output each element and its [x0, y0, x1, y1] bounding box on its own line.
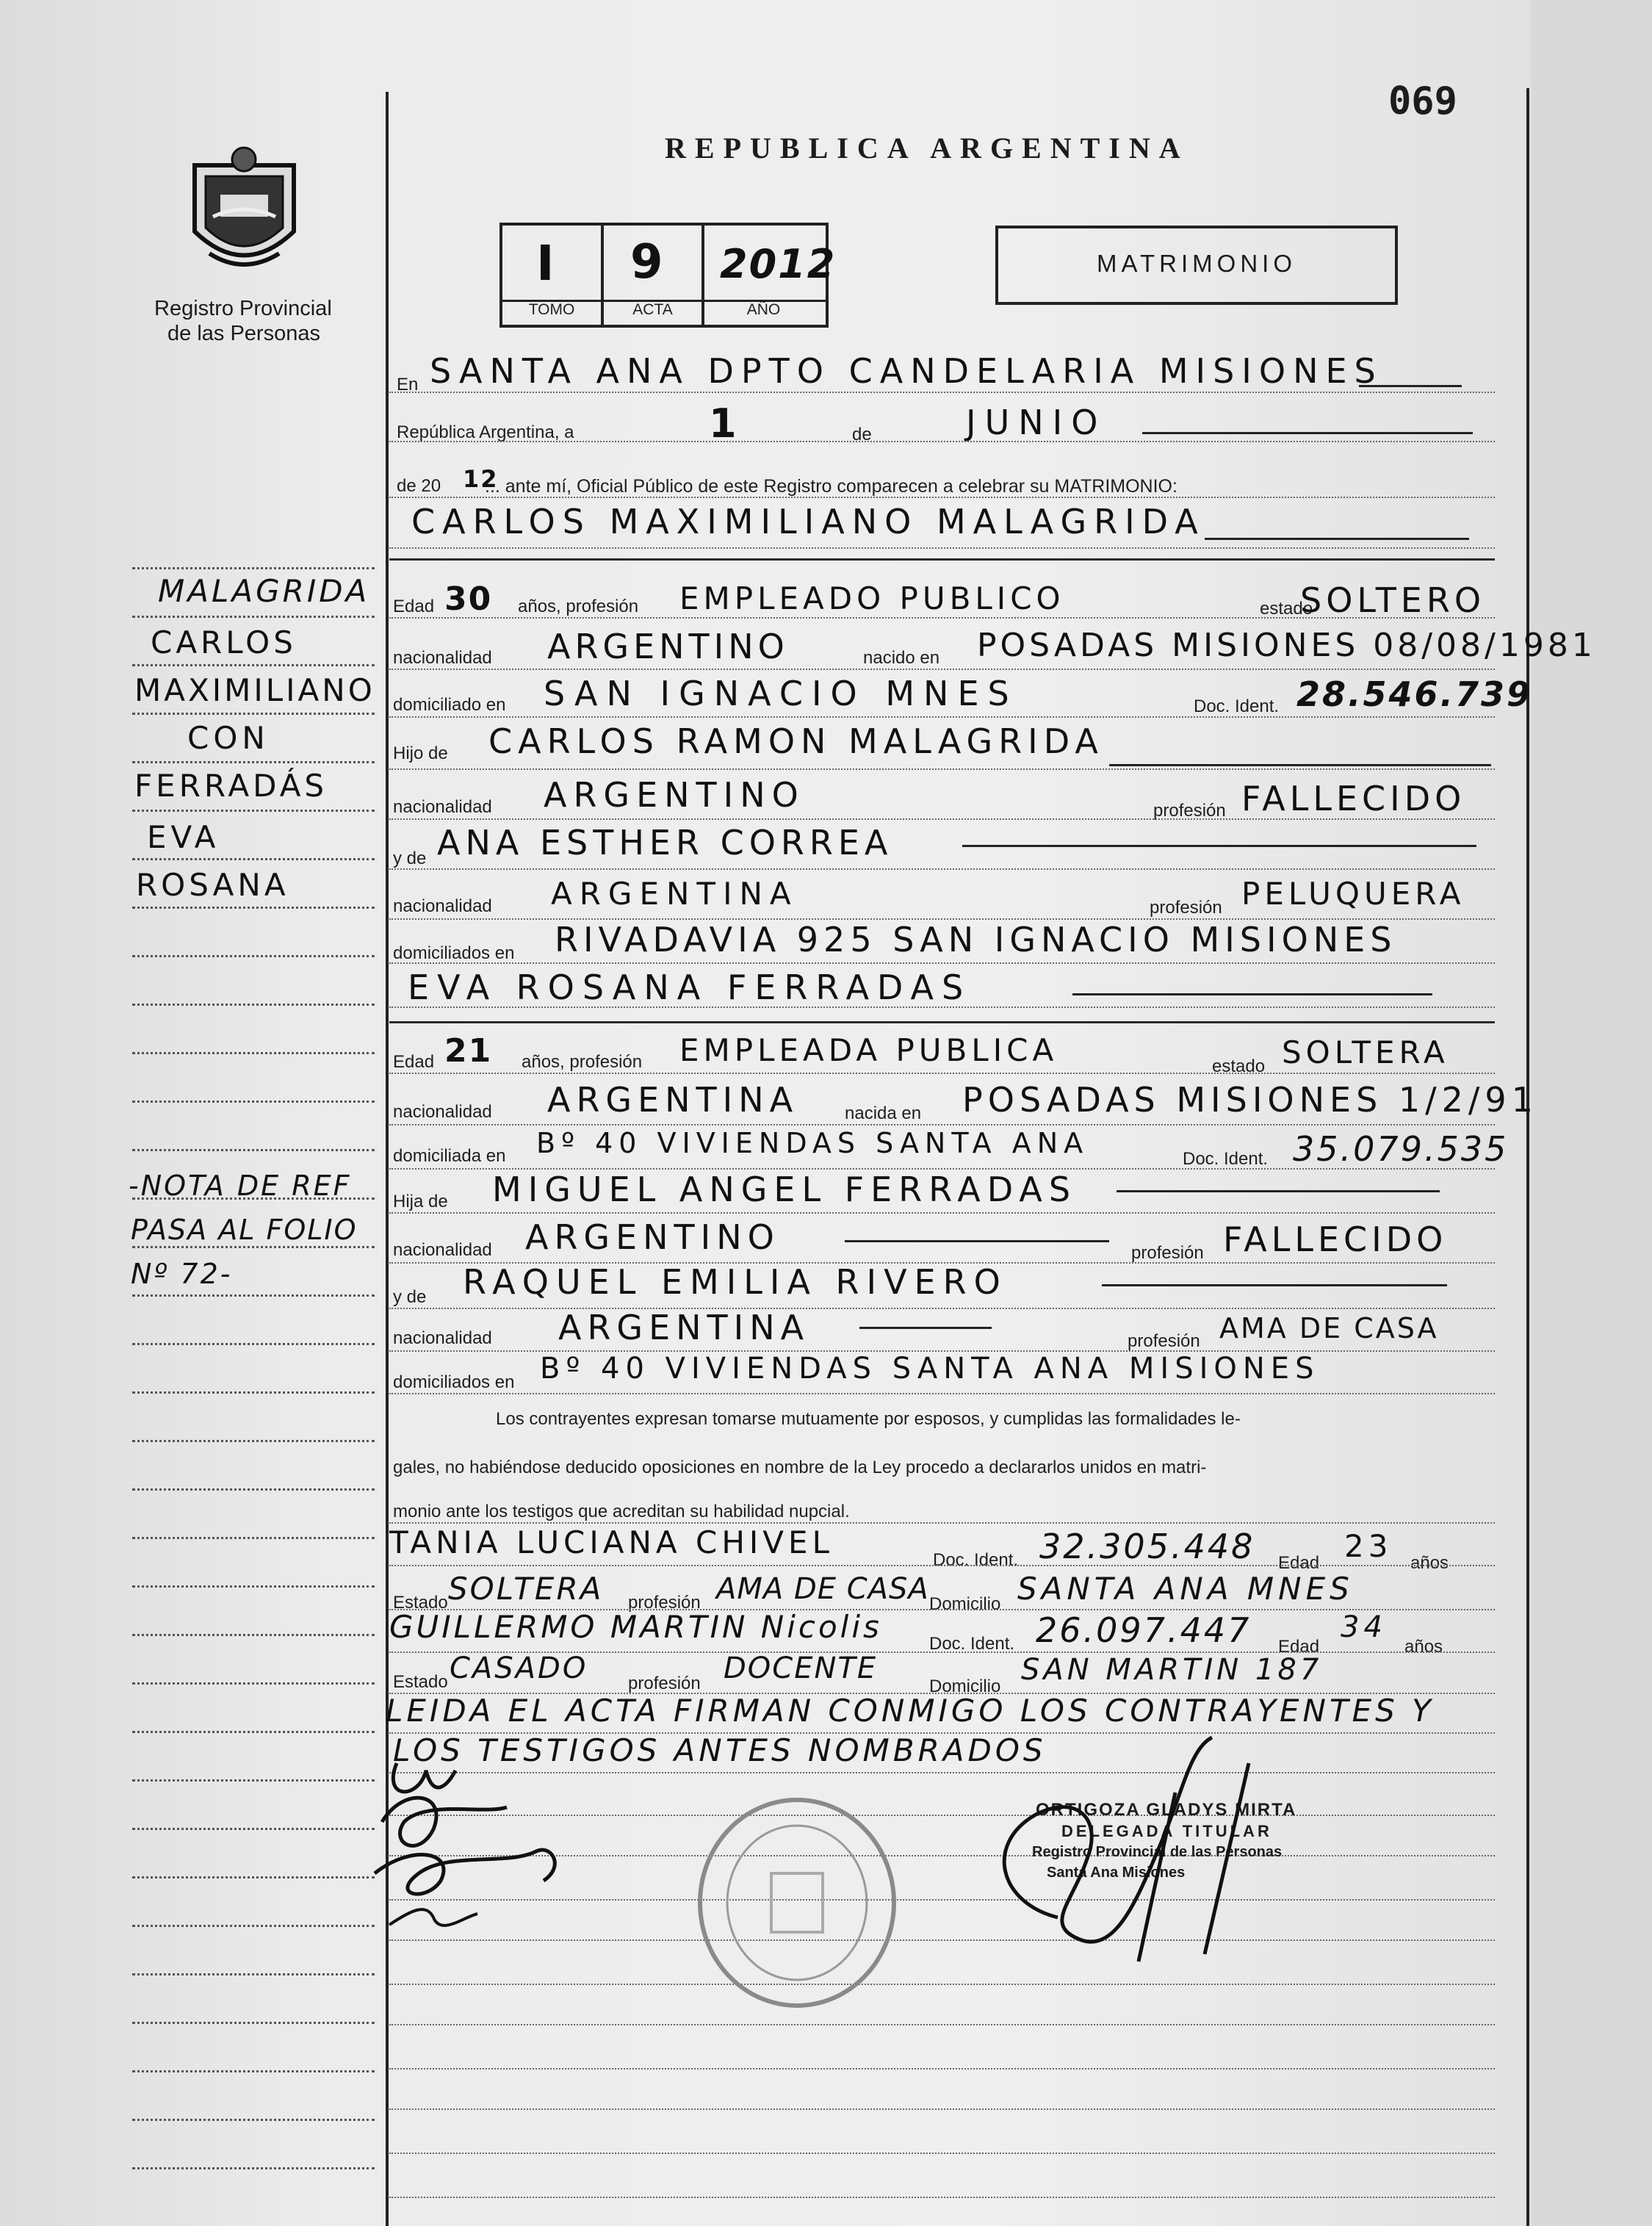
stamp-line1: ORTIGOZA GLADYS MIRTA — [1036, 1800, 1297, 1820]
witness1-doc-label: Doc. Ident. — [933, 1550, 1019, 1570]
margin-rule — [132, 1004, 375, 1006]
bride-estado-label: estado — [1212, 1056, 1266, 1076]
groom-father-prof-label: profesión — [1153, 801, 1226, 821]
groom-full-name: CARLOS MAXIMILIANO MALAGRIDA — [411, 502, 1205, 541]
margin-rule — [132, 907, 375, 909]
bride-mother-nat-arrow — [859, 1327, 992, 1329]
margin-rule — [132, 2022, 375, 2024]
bride-profesion-label: años, profesión — [522, 1052, 643, 1072]
margin-rule — [132, 1343, 375, 1345]
groom-doc-id: 28.546.739 — [1296, 674, 1533, 714]
form-line — [389, 617, 1495, 619]
form-line — [389, 1006, 1495, 1008]
groom-name-filler — [1205, 538, 1469, 540]
bride-profession: EMPLEADA PUBLICA — [679, 1032, 1058, 1068]
groom-birthplace: POSADAS MISIONES 08/08/1981 — [977, 627, 1596, 664]
margin-rule — [132, 1488, 375, 1491]
form-line — [389, 2024, 1495, 2025]
groom-father-nat-label: nacionalidad — [393, 797, 492, 817]
margin-rule — [132, 858, 375, 860]
form-line — [389, 1212, 1495, 1214]
bride-doc-label: Doc. Ident. — [1183, 1149, 1269, 1169]
groom-edad-label: Edad — [393, 597, 435, 616]
bride-parents-address: Bº 40 VIVIENDAS SANTA ANA MISIONES — [540, 1352, 1320, 1386]
form-line — [389, 2153, 1495, 2154]
groom-hijo-label: Hijo de — [393, 743, 448, 763]
groom-father-prof: FALLECIDO — [1241, 779, 1466, 818]
bride-mother-prof-label: profesión — [1128, 1331, 1200, 1351]
folio-number: 069 — [1388, 79, 1457, 123]
witness1-doc-id: 32.305.448 — [1039, 1527, 1255, 1566]
form-line — [389, 2068, 1495, 2070]
bride-father-filler — [1117, 1190, 1440, 1192]
stamp-line3: Registro Provincial de las Personas — [1032, 1844, 1283, 1860]
groom-profession: EMPLEADO PUBLICO — [679, 580, 1065, 616]
official-signature — [970, 1734, 1278, 1976]
seal-emblem-icon — [180, 143, 309, 275]
margin-rule — [132, 1973, 375, 1975]
form-line — [389, 392, 1495, 393]
groom-mother-prof: PELUQUERA — [1241, 876, 1465, 912]
form-line — [389, 497, 1495, 498]
margin-name-2: CARLOS — [151, 624, 297, 660]
stamp-line4: Santa Ana Misiones — [1047, 1865, 1186, 1881]
statement-text: ... ante mí, Oficial Público de este Registro comparecen a celebrar su MATRIMONIO: — [485, 476, 1177, 497]
witness2-dom-label: Domicilio — [929, 1676, 1001, 1696]
groom-parents-address: RIVADAVIA 925 SAN IGNACIO MISIONES — [555, 920, 1397, 959]
witness2-anos-label: años — [1404, 1637, 1443, 1657]
registry-name-line1: Registro Provincial — [154, 297, 332, 320]
en-label: En — [397, 375, 419, 395]
form-line — [389, 818, 1495, 820]
groom-doc-label: Doc. Ident. — [1194, 696, 1280, 716]
witness2-edad-label: Edad — [1278, 1637, 1320, 1657]
margin-rule — [132, 2070, 375, 2072]
bride-parents-dom-label: domiciliados en — [393, 1372, 515, 1392]
bride-birthplace: POSADAS MISIONES 1/2/91 — [962, 1080, 1538, 1120]
witness2-address: SAN MARTIN 187 — [1021, 1653, 1323, 1687]
bride-father: MIGUEL ANGEL FERRADAS — [492, 1170, 1078, 1209]
margin-note-1: -NOTA DE REF — [129, 1170, 352, 1202]
groom-father-nat: ARGENTINO — [544, 775, 805, 815]
form-line — [389, 1522, 1495, 1524]
margin-rule — [132, 810, 375, 812]
bride-mother-nat: ARGENTINA — [558, 1308, 810, 1347]
bride-nac-label: nacionalidad — [393, 1102, 492, 1122]
witness2-profession: DOCENTE — [724, 1652, 878, 1685]
margin-rule — [132, 2167, 375, 2169]
witness2-age: 34 — [1341, 1610, 1387, 1644]
bride-nacida-label: nacida en — [845, 1103, 922, 1123]
bride-doc-id: 35.079.535 — [1293, 1129, 1509, 1169]
form-line — [389, 2108, 1495, 2110]
groom-age: 30 — [444, 580, 493, 618]
groom-address: SAN IGNACIO MNES — [544, 674, 1018, 713]
witness2-doc-label: Doc. Ident. — [929, 1634, 1015, 1654]
de-label: de — [852, 425, 872, 444]
bride-civil-status: SOLTERA — [1282, 1034, 1449, 1070]
bride-mother-nat-label: nacionalidad — [393, 1328, 492, 1348]
bride-yde-label: y de — [393, 1287, 427, 1307]
margin-rule — [132, 2119, 375, 2121]
anio-label: AÑO — [746, 301, 781, 318]
margin-rule — [132, 1876, 375, 1879]
witness1-civil-status: SOLTERA — [448, 1571, 604, 1607]
form-line — [389, 1565, 1495, 1566]
groom-profesion-label: años, profesión — [518, 597, 639, 616]
groom-mother: ANA ESTHER CORREA — [437, 823, 893, 862]
bride-full-name: EVA ROSANA FERRADAS — [408, 968, 972, 1007]
margin-rule — [132, 955, 375, 957]
margin-rule — [132, 1101, 375, 1103]
place-filler — [1359, 385, 1462, 387]
groom-nacido-label: nacido en — [863, 648, 940, 668]
margin-note-3: Nº 72- — [131, 1258, 233, 1290]
margin-rule — [132, 616, 375, 618]
groom-estado-label: estado — [1260, 599, 1313, 619]
witness1-profession: AMA DE CASA — [716, 1572, 929, 1606]
year-prefix-label: de 20 — [397, 476, 441, 496]
witness1-edad-label: Edad — [1278, 1553, 1320, 1573]
groom-parents-dom-label: domiciliados en — [393, 943, 515, 963]
declaration-line1: Los contrayentes expresan tomarse mutuamente por esposos, y cumplidas las formalidades le- — [496, 1409, 1241, 1429]
form-line — [389, 547, 1495, 549]
margin-rule — [132, 1585, 375, 1588]
stamp-line2: DELEGADA TITULAR — [1061, 1822, 1272, 1840]
mother-filler — [962, 845, 1476, 847]
witness1-name: TANIA LUCIANA CHIVEL — [389, 1524, 834, 1560]
margin-rule — [132, 1634, 375, 1636]
margin-name-7: ROSANA — [136, 867, 289, 903]
republica-label: República Argentina, a — [397, 422, 574, 442]
margin-rule — [132, 1925, 375, 1927]
margin-rule — [132, 713, 375, 715]
acta-label: ACTA — [632, 301, 673, 318]
document-type: MATRIMONIO — [1096, 250, 1297, 277]
province-seal — [180, 143, 309, 275]
country-title: REPUBLICA ARGENTINA — [665, 132, 1189, 165]
section-divider — [389, 1021, 1495, 1023]
bride-mother-prof: AMA DE CASA — [1219, 1312, 1439, 1344]
form-line — [389, 768, 1495, 770]
form-line — [389, 2197, 1495, 2198]
closing-line1: LEIDA EL ACTA FIRMAN CONMIGO LOS CONTRAYENTES Y — [386, 1693, 1435, 1729]
form-line — [389, 716, 1495, 718]
month-filler — [1142, 432, 1473, 434]
margin-name-3: MAXIMILIANO — [134, 672, 375, 708]
groom-mother-nat-label: nacionalidad — [393, 896, 492, 916]
witness2-civil-status: CASADO — [450, 1652, 588, 1685]
page-edge — [1532, 0, 1652, 2226]
margin-rule — [132, 1682, 375, 1685]
margin-name-1: MALAGRIDA — [158, 573, 370, 609]
bride-father-nat-arrow — [845, 1240, 1109, 1242]
bride-dom-label: domiciliada en — [393, 1146, 506, 1166]
groom-yde-label: y de — [393, 849, 427, 868]
margin-rule — [132, 1731, 375, 1733]
right-frame-line — [1526, 88, 1529, 2226]
margin-rule — [132, 761, 375, 763]
margin-rule — [132, 1828, 375, 1830]
margin-rule — [132, 1391, 375, 1394]
round-stamp — [690, 1793, 903, 2013]
bride-name-filler — [1072, 993, 1432, 995]
margin-rule — [132, 1149, 375, 1151]
bride-father-nat-label: nacionalidad — [393, 1240, 492, 1260]
bride-mother-filler — [1102, 1284, 1447, 1286]
form-line — [389, 441, 1495, 442]
witness2-prof-label: profesión — [628, 1674, 701, 1693]
tomo-value: I — [536, 235, 559, 292]
form-line — [389, 1984, 1495, 1985]
margin-rule — [132, 1440, 375, 1442]
groom-dom-label: domiciliado en — [393, 695, 506, 715]
margin-rule — [132, 1537, 375, 1539]
groom-nac-label: nacionalidad — [393, 648, 492, 668]
bride-edad-label: Edad — [393, 1052, 435, 1072]
form-line — [389, 1124, 1495, 1125]
witness1-dom-label: Domicilio — [929, 1594, 1001, 1614]
bride-age: 21 — [444, 1032, 493, 1070]
margin-name-6: EVA — [147, 819, 220, 855]
bride-father-prof-label: profesión — [1131, 1243, 1204, 1263]
father-filler — [1109, 764, 1491, 766]
declaration-line2: gales, no habiéndose deducido oposiciones en nombre de la Ley procedo a declararlos unidos en matri- — [393, 1458, 1207, 1477]
bride-hija-label: Hija de — [393, 1192, 448, 1211]
closing-line2: LOS TESTIGOS ANTES NOMBRADOS — [393, 1732, 1047, 1768]
margin-rule — [132, 664, 375, 666]
groom-father: CARLOS RAMON MALAGRIDA — [488, 721, 1104, 761]
witness2-name: GUILLERMO MARTIN Nicolis — [389, 1609, 882, 1645]
witness2-doc-id: 26.097.447 — [1036, 1610, 1252, 1650]
form-line — [389, 1308, 1495, 1309]
groom-mother-nat: ARGENTINA — [551, 876, 798, 912]
groom-mother-prof-label: profesión — [1150, 898, 1222, 918]
celebration-place: SANTA ANA DPTO CANDELARIA MISIONES — [430, 351, 1383, 391]
celebration-year: 12 — [463, 465, 499, 493]
witness2-estado-label: Estado — [393, 1672, 448, 1692]
witness1-estado-label: Estado — [393, 1593, 448, 1613]
declaration-line3: monio ante los testigos que acreditan su habilidad nupcial. — [393, 1502, 850, 1521]
margin-rule — [132, 1294, 375, 1297]
contracting-signatures — [360, 1756, 602, 1976]
form-line — [389, 669, 1495, 670]
margin-rule — [132, 1052, 375, 1054]
witness1-prof-label: profesión — [628, 1593, 701, 1613]
margin-name-4: CON — [187, 720, 270, 756]
bride-father-nat: ARGENTINO — [525, 1217, 780, 1257]
acta-value: 9 — [630, 235, 668, 289]
witness1-age: 23 — [1344, 1528, 1393, 1564]
tomo-label: TOMO — [528, 301, 575, 318]
margin-rule — [132, 567, 375, 569]
groom-nationality: ARGENTINO — [547, 627, 789, 666]
margin-rule — [132, 1197, 375, 1200]
margin-name-5: FERRADÁS — [134, 768, 328, 804]
bride-nationality: ARGENTINA — [547, 1080, 799, 1120]
form-line — [389, 1073, 1495, 1074]
margin-note-2: PASA AL FOLIO — [131, 1214, 358, 1246]
anio-value: 2012 — [720, 241, 837, 287]
form-line — [389, 868, 1495, 870]
celebration-day: 1 — [709, 400, 741, 447]
bride-father-prof: FALLECIDO — [1223, 1220, 1448, 1259]
form-line — [389, 962, 1495, 964]
bride-mother: RAQUEL EMILIA RIVERO — [463, 1262, 1008, 1302]
registry-name-line2: de las Personas — [167, 322, 320, 345]
margin-rule — [132, 1246, 375, 1248]
witness1-address: SANTA ANA MNES — [1017, 1571, 1354, 1607]
witness1-anos-label: años — [1410, 1553, 1449, 1573]
section-divider — [389, 558, 1495, 561]
bride-address: Bº 40 VIVIENDAS SANTA ANA — [536, 1127, 1089, 1159]
groom-civil-status: SOLTERO — [1300, 580, 1486, 620]
celebration-month: JUNIO — [966, 403, 1107, 442]
margin-rule — [132, 1779, 375, 1782]
form-line — [389, 1393, 1495, 1394]
